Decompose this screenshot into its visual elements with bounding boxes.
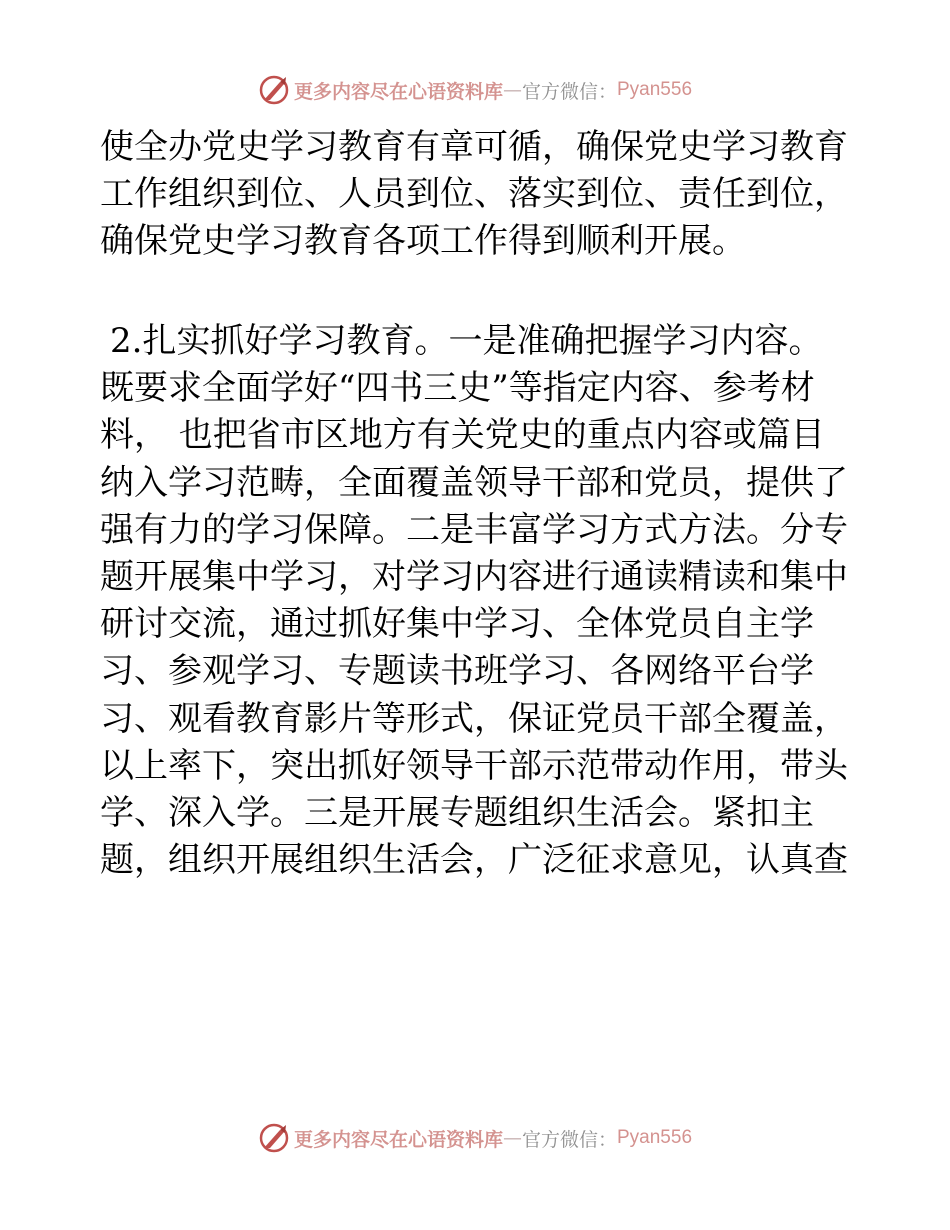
text-line: 题，组织开展组织生活会，广泛征求意见，认真查 xyxy=(100,840,848,881)
watermark-wechat-id: Pyan556 xyxy=(617,79,693,100)
text-line: 习、参观学习、专题读书班学习、各网络平台学 xyxy=(100,651,814,692)
text-line: 题开展集中学习，对学习内容进行通读精读和集中 xyxy=(100,556,848,597)
quill-pen-logo-icon xyxy=(258,1122,290,1154)
watermark-official-label: 官方微信： xyxy=(521,80,617,103)
watermark-dash: — xyxy=(502,1127,522,1149)
text-line: 研讨交流，通过抓好集中学习、全体党员自主学 xyxy=(100,604,814,645)
text-line: 纳入学习范畴，全面覆盖领导干部和党员，提供了 xyxy=(100,462,848,503)
text-line: 习、观看教育影片等形式，保证党员干部全覆盖， xyxy=(100,698,848,739)
paragraph-1 xyxy=(100,124,860,266)
watermark-site-text: 更多内容尽在心语资料库 xyxy=(293,80,503,103)
text-line: 料， 也把省市区地方有关党史的重点内容或篇目 xyxy=(100,415,825,456)
header-watermark xyxy=(0,70,950,110)
watermark-dash: — xyxy=(502,79,522,101)
text-line: 既要求全面学好“四书三史”等指定内容、参考材 xyxy=(100,368,815,409)
text-line: 确保党史学习教育各项工作得到顺利开展。 xyxy=(100,221,746,262)
footer-watermark xyxy=(0,1118,950,1158)
watermark-official-label: 官方微信： xyxy=(521,1128,617,1151)
watermark-site-text: 更多内容尽在心语资料库 xyxy=(293,1128,503,1151)
text-line: 工作组织到位、人员到位、落实到位、责任到位， xyxy=(100,174,848,215)
quill-pen-logo-icon xyxy=(258,74,290,106)
watermark-wechat-id: Pyan556 xyxy=(617,1127,693,1148)
text-line: 2.扎实抓好学习教育。一是准确把握学习内容。 xyxy=(110,321,823,361)
text-line: 以上率下，突出抓好领导干部示范带动作用，带头 xyxy=(100,745,848,786)
text-line: 学、深入学。三是开展专题组织生活会。紧扣主 xyxy=(100,792,814,833)
text-line: 使全办党史学习教育有章可循，确保党史学习教育 xyxy=(100,127,848,167)
text-line: 强有力的学习保障。二是丰富学习方式方法。分专 xyxy=(100,509,848,550)
paragraph-2 xyxy=(100,318,860,884)
